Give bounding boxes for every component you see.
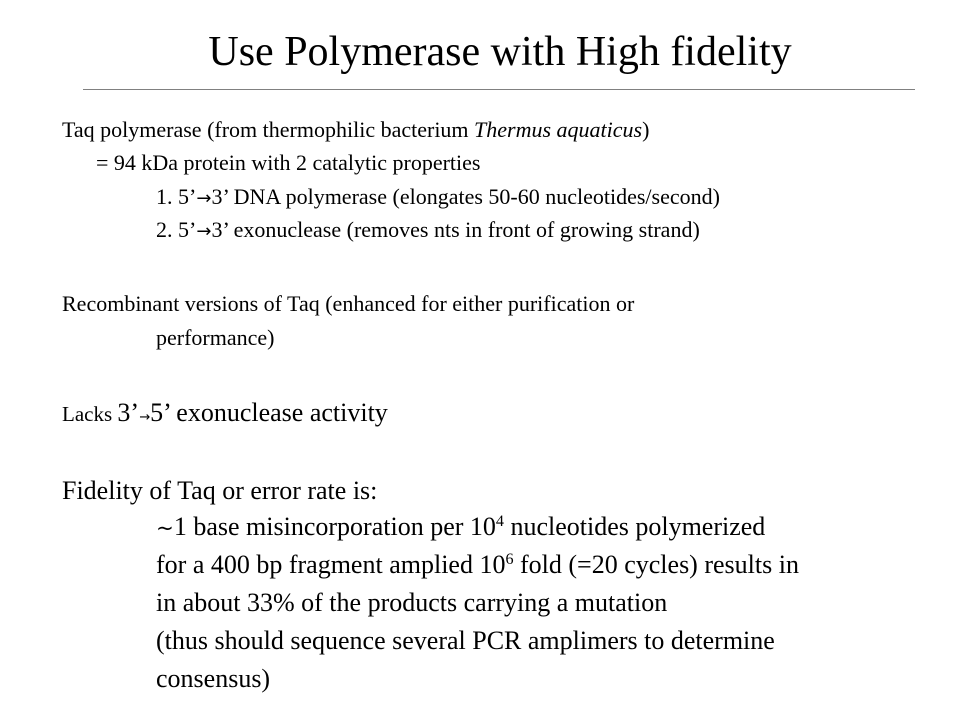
lacks-lead: Lacks <box>62 402 118 426</box>
prop2-text: 3’ exonuclease (removes nts in front of growing strand) <box>211 217 700 242</box>
right-arrow-icon: → <box>139 410 151 425</box>
recombinant-line-2: performance) <box>156 325 275 350</box>
right-arrow-icon: → <box>196 221 212 242</box>
taq-property-2 <box>156 217 700 245</box>
fidelity-l2-exponent: 6 <box>505 551 514 569</box>
right-arrow-icon: → <box>196 188 212 209</box>
prop1-prefix: 1. 5’ <box>156 184 197 209</box>
taq-species-name: Thermus aquaticus <box>474 117 643 142</box>
fidelity-line-3: in about 33% of the products carrying a mutation <box>156 588 668 617</box>
fidelity-l1-post: nucleotides polymerized <box>503 512 766 541</box>
slide-title: Use Polymerase with High fidelity <box>208 29 792 75</box>
prop2-prefix: 2. 5’ <box>156 217 197 242</box>
fidelity-l1-pre: 1 base misincorporation per 10 <box>173 512 496 541</box>
recombinant-line-1: Recombinant versions of Taq (enhanced for either purification or <box>62 291 635 316</box>
title-divider <box>83 89 915 90</box>
lacks-pre: 3’ <box>117 398 140 427</box>
fidelity-line-5: consensus) <box>156 664 271 693</box>
taq-intro-line <box>62 117 649 143</box>
fidelity-l1-exponent: 4 <box>495 513 504 531</box>
prop1-text: 3’ DNA polymerase (elongates 50-60 nucleotides/second) <box>211 184 720 209</box>
taq-intro-text: Taq polymerase (from thermophilic bacterium <box>62 117 475 142</box>
lacks-line <box>62 398 388 433</box>
fidelity-line-1 <box>156 512 765 544</box>
fidelity-line-2 <box>156 550 799 580</box>
taq-intro-close: ) <box>642 117 650 142</box>
fidelity-heading: Fidelity of Taq or error rate is: <box>62 476 378 505</box>
tilde-icon: ~ <box>156 516 174 541</box>
fidelity-l2-post: fold (=20 cycles) results in <box>513 550 799 579</box>
fidelity-line-4: (thus should sequence several PCR amplimers to determine <box>156 626 775 655</box>
taq-protein-line: = 94 kDa protein with 2 catalytic properties <box>96 150 481 175</box>
taq-property-1 <box>156 184 720 212</box>
fidelity-l2-pre: for a 400 bp fragment amplied 10 <box>156 550 506 579</box>
lacks-post: 5’ exonuclease activity <box>150 398 388 427</box>
